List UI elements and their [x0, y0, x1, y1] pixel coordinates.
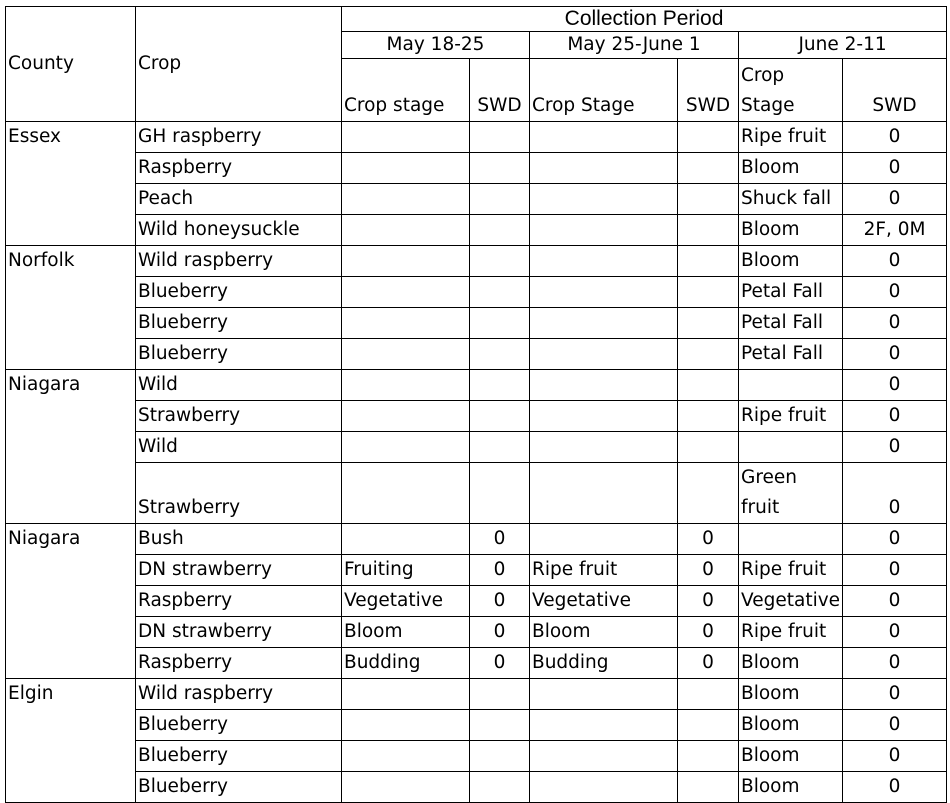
- crop-stage-cell: Vegetative: [342, 586, 470, 617]
- swd-cell: [678, 215, 739, 246]
- crop-stage-cell: Fruiting: [342, 555, 470, 586]
- table-row: [6, 153, 947, 184]
- crop-stage-cell: [342, 679, 470, 710]
- crop-stage-cell: [530, 153, 678, 184]
- swd-cell: [678, 153, 739, 184]
- crop-stage-cell: [530, 432, 678, 463]
- table-header: [6, 7, 947, 122]
- swd-cell: 0: [843, 648, 947, 679]
- table-row: [6, 555, 947, 586]
- swd-cell: 0: [843, 308, 947, 339]
- table-row: [6, 401, 947, 432]
- crop-stage-cell: [342, 153, 470, 184]
- swd-cell: [470, 215, 530, 246]
- swd-cell: 0: [678, 555, 739, 586]
- crop-stage-cell: Petal Fall: [739, 277, 843, 308]
- crop-stage-cell: Bloom: [342, 617, 470, 648]
- crop-stage-header-2: Crop Stage: [530, 59, 678, 122]
- crop-stage-cell: Petal Fall: [739, 308, 843, 339]
- crop-stage-cell: [342, 277, 470, 308]
- crop-stage-cell: Bloom: [739, 741, 843, 772]
- crop-stage-cell: [342, 741, 470, 772]
- crop-stage-cell: [342, 215, 470, 246]
- swd-cell: [470, 401, 530, 432]
- crop-stage-cell: Bloom: [739, 648, 843, 679]
- crop-stage-cell: Ripe fruit: [739, 617, 843, 648]
- table-row: [6, 679, 947, 710]
- swd-cell: 0: [470, 617, 530, 648]
- swd-cell: 2F, 0M: [843, 215, 947, 246]
- table-row: [6, 308, 947, 339]
- swd-cell: 0: [843, 710, 947, 741]
- swd-header-3: SWD: [843, 59, 947, 122]
- table-row: [6, 277, 947, 308]
- crop-stage-cell: Budding: [342, 648, 470, 679]
- crop-stage-cell: [739, 432, 843, 463]
- crop-cell: Peach: [136, 184, 342, 215]
- swd-cell: 0: [843, 463, 947, 524]
- crop-cell: Strawberry: [136, 401, 342, 432]
- period-header-3: June 2-11: [739, 32, 947, 59]
- swd-cell: [470, 277, 530, 308]
- crop-stage-cell: [342, 339, 470, 370]
- swd-cell: 0: [843, 153, 947, 184]
- crop-stage-header-1: Crop stage: [342, 59, 470, 122]
- crop-cell: Wild: [136, 432, 342, 463]
- crop-cell: Raspberry: [136, 153, 342, 184]
- swd-cell: [470, 463, 530, 524]
- swd-cell: 0: [843, 401, 947, 432]
- crop-cell: Blueberry: [136, 741, 342, 772]
- swd-cell: [678, 184, 739, 215]
- swd-cell: [678, 401, 739, 432]
- crop-stage-cell: [530, 524, 678, 555]
- table-row: [6, 339, 947, 370]
- swd-cell: [678, 772, 739, 803]
- swd-cell: 0: [843, 122, 947, 153]
- crop-stage-cell: [342, 122, 470, 153]
- swd-cell: 0: [843, 555, 947, 586]
- collection-table: [5, 6, 947, 803]
- table-row: [6, 524, 947, 555]
- crop-stage-cell: [530, 184, 678, 215]
- crop-cell: DN strawberry: [136, 555, 342, 586]
- swd-cell: 0: [843, 741, 947, 772]
- period-header-1: May 18-25: [342, 32, 530, 59]
- crop-stage-cell: [530, 741, 678, 772]
- swd-cell: 0: [678, 617, 739, 648]
- swd-cell: 0: [470, 555, 530, 586]
- swd-cell: 0: [843, 184, 947, 215]
- county-header: County: [6, 7, 136, 122]
- crop-stage-cell: Bloom: [739, 710, 843, 741]
- table-body: [6, 122, 947, 803]
- swd-cell: [470, 122, 530, 153]
- crop-stage-cell: [342, 308, 470, 339]
- crop-stage-cell: [530, 277, 678, 308]
- crop-cell: Blueberry: [136, 339, 342, 370]
- swd-cell: 0: [470, 648, 530, 679]
- swd-cell: [678, 679, 739, 710]
- crop-cell: Wild honeysuckle: [136, 215, 342, 246]
- county-cell: Norfolk: [6, 246, 136, 370]
- swd-cell: [678, 339, 739, 370]
- crop-stage-cell: Bloom: [739, 215, 843, 246]
- crop-stage-cell: Bloom: [530, 617, 678, 648]
- crop-stage-cell: [342, 370, 470, 401]
- crop-stage-cell: [530, 215, 678, 246]
- crop-stage-cell: [342, 772, 470, 803]
- crop-stage-header-3: [739, 59, 843, 122]
- crop-cell: Blueberry: [136, 710, 342, 741]
- crop-stage-cell: Bloom: [739, 679, 843, 710]
- swd-cell: 0: [843, 370, 947, 401]
- crop-cell: Wild: [136, 370, 342, 401]
- swd-cell: [470, 153, 530, 184]
- crop-stage-cell: Petal Fall: [739, 339, 843, 370]
- table-row: [6, 184, 947, 215]
- crop-cell: Blueberry: [136, 308, 342, 339]
- crop-stage-cell: [342, 184, 470, 215]
- swd-cell: [470, 184, 530, 215]
- table-row: [6, 741, 947, 772]
- swd-cell: [678, 710, 739, 741]
- crop-stage-cell: Budding: [530, 648, 678, 679]
- swd-cell: 0: [678, 586, 739, 617]
- swd-cell: 0: [843, 277, 947, 308]
- crop-stage-cell: Ripe fruit: [530, 555, 678, 586]
- table-row: [6, 586, 947, 617]
- swd-cell: [678, 432, 739, 463]
- crop-stage-cell: [530, 370, 678, 401]
- swd-cell: [470, 308, 530, 339]
- crop-stage-cell: [739, 370, 843, 401]
- swd-cell: [678, 246, 739, 277]
- crop-cell: GH raspberry: [136, 122, 342, 153]
- period-header-2: May 25-June 1: [530, 32, 739, 59]
- crop-cell: Strawberry: [136, 463, 342, 524]
- swd-cell: 0: [843, 586, 947, 617]
- crop-cell: Wild raspberry: [136, 679, 342, 710]
- crop-cell: Blueberry: [136, 772, 342, 803]
- swd-cell: [678, 370, 739, 401]
- swd-cell: [470, 741, 530, 772]
- swd-cell: [678, 308, 739, 339]
- crop-cell: Wild raspberry: [136, 246, 342, 277]
- swd-cell: 0: [843, 524, 947, 555]
- crop-stage-cell: [342, 710, 470, 741]
- county-cell: Niagara: [6, 370, 136, 524]
- crop-cell: DN strawberry: [136, 617, 342, 648]
- swd-cell: 0: [843, 339, 947, 370]
- county-cell: Niagara: [6, 524, 136, 679]
- table-row: [6, 648, 947, 679]
- crop-cell: Raspberry: [136, 648, 342, 679]
- table-row: [6, 215, 947, 246]
- collection-period-header: Collection Period: [342, 7, 947, 32]
- swd-cell: [678, 277, 739, 308]
- crop-stage-cell: Ripe fruit: [739, 122, 843, 153]
- swd-cell: 0: [678, 524, 739, 555]
- swd-cell: 0: [843, 432, 947, 463]
- crop-stage-cell: Bloom: [739, 772, 843, 803]
- crop-stage-cell: [530, 339, 678, 370]
- crop-stage-cell: [342, 432, 470, 463]
- county-cell: Elgin: [6, 679, 136, 803]
- collection-table-wrapper: [5, 6, 947, 803]
- crop-stage-cell: [530, 710, 678, 741]
- crop-header: Crop: [136, 7, 342, 122]
- crop-stage-cell: Vegetative: [739, 586, 843, 617]
- crop-stage-cell: Ripe fruit: [739, 401, 843, 432]
- swd-cell: [470, 339, 530, 370]
- crop-stage-cell: [530, 246, 678, 277]
- swd-cell: [470, 370, 530, 401]
- table-row: [6, 772, 947, 803]
- crop-stage-cell: [739, 524, 843, 555]
- table-row: [6, 432, 947, 463]
- crop-stage-cell: [342, 463, 470, 524]
- crop-stage-cell: Green fruit: [739, 463, 843, 524]
- table-row: [6, 370, 947, 401]
- crop-stage-cell: [530, 401, 678, 432]
- crop-stage-cell: Shuck fall: [739, 184, 843, 215]
- crop-cell: Bush: [136, 524, 342, 555]
- crop-cell: Raspberry: [136, 586, 342, 617]
- table-row: [6, 710, 947, 741]
- crop-stage-cell: [530, 772, 678, 803]
- crop-stage-cell: Ripe fruit: [739, 555, 843, 586]
- swd-cell: 0: [843, 679, 947, 710]
- swd-cell: [470, 246, 530, 277]
- swd-header-1: SWD: [470, 59, 530, 122]
- swd-cell: [678, 122, 739, 153]
- swd-cell: 0: [843, 772, 947, 803]
- table-row: [6, 463, 947, 524]
- swd-cell: [470, 772, 530, 803]
- crop-stage-cell: Bloom: [739, 153, 843, 184]
- county-cell: Essex: [6, 122, 136, 246]
- swd-cell: [470, 432, 530, 463]
- crop-stage-cell: [530, 308, 678, 339]
- crop-stage-header-3-line1: Crop: [741, 65, 785, 86]
- crop-stage-cell: [342, 246, 470, 277]
- swd-cell: 0: [843, 246, 947, 277]
- crop-stage-cell: [530, 679, 678, 710]
- crop-stage-header-3-line2: Stage: [741, 95, 795, 116]
- swd-cell: 0: [470, 524, 530, 555]
- crop-stage-cell: Vegetative: [530, 586, 678, 617]
- crop-stage-cell: [342, 401, 470, 432]
- crop-stage-cell: [530, 122, 678, 153]
- table-row: [6, 122, 947, 153]
- swd-cell: [470, 710, 530, 741]
- table-row: [6, 617, 947, 648]
- crop-cell: Blueberry: [136, 277, 342, 308]
- swd-cell: 0: [470, 586, 530, 617]
- crop-stage-cell: [342, 524, 470, 555]
- swd-header-2: SWD: [678, 59, 739, 122]
- crop-stage-cell: [530, 463, 678, 524]
- swd-cell: [678, 741, 739, 772]
- swd-cell: [470, 679, 530, 710]
- swd-cell: 0: [843, 617, 947, 648]
- swd-cell: [678, 463, 739, 524]
- table-row: [6, 246, 947, 277]
- swd-cell: 0: [678, 648, 739, 679]
- crop-stage-cell: Bloom: [739, 246, 843, 277]
